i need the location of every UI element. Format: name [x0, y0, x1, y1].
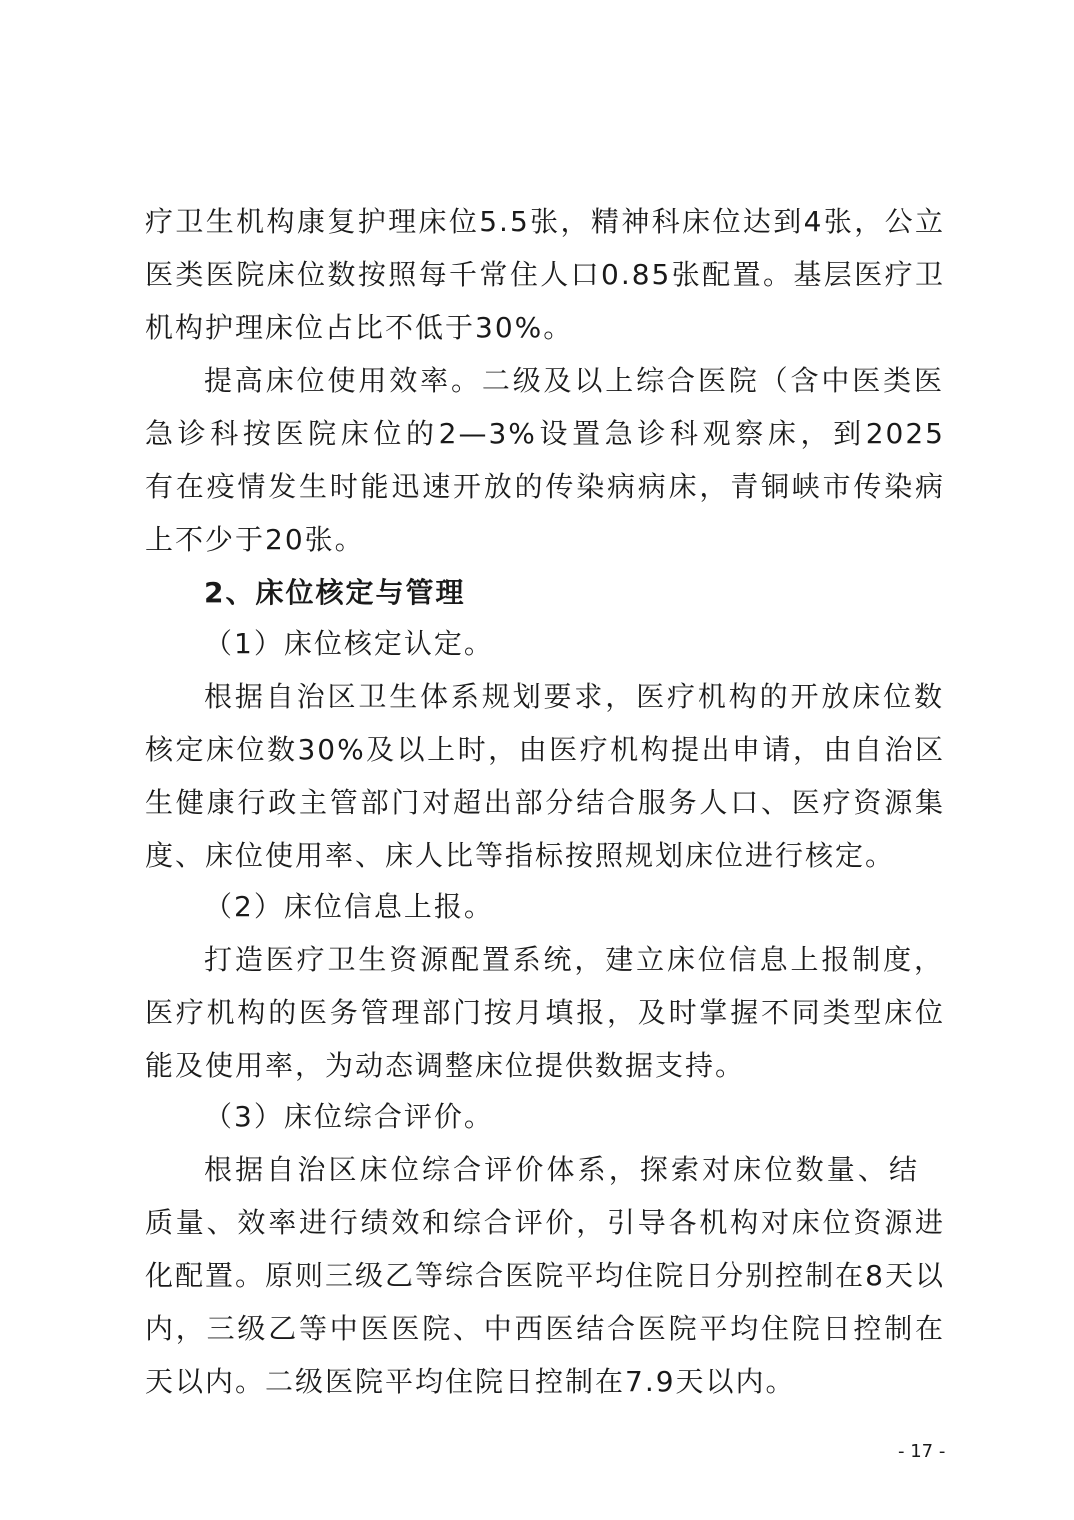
page-number: - 17 - [898, 1441, 946, 1462]
body-text-line: 提高床位使用效率。二级及以上综合医院（含中医类医 [204, 364, 944, 397]
body-text-line: 上不少于20张。 [145, 523, 365, 556]
body-text-line: 疗卫生机构康复护理床位5.5张，精神科床位达到4张，公立 [145, 205, 945, 238]
body-text-line: 医类医院床位数按照每千常住人口0.85张配置。基层医疗卫 [145, 258, 945, 291]
body-text-line: 核定床位数30%及以上时，由医疗机构提出申请，由自治区 [145, 733, 945, 766]
section-heading: 2、床位核定与管理 [204, 576, 466, 609]
body-text-line: 质量、效率进行绩效和综合评价，引导各机构对床位资源进 [145, 1206, 945, 1239]
body-text-line: 有在疫情发生时能迅速开放的传染病病床，青铜峡市传染病 [145, 470, 945, 503]
body-text-line: 化配置。原则三级乙等综合医院平均住院日分别控制在8天以 [145, 1259, 945, 1292]
body-text-line: 度、床位使用率、床人比等指标按照规划床位进行核定。 [145, 839, 896, 872]
body-text-line: 根据自治区卫生体系规划要求，医疗机构的开放床位数 [204, 680, 944, 713]
body-text-line: 能及使用率，为动态调整床位提供数据支持。 [145, 1049, 746, 1082]
body-text-line: 根据自治区床位综合评价体系，探索对床位数量、结 [204, 1153, 919, 1186]
body-text-line: 天以内。二级医院平均住院日控制在7.9天以内。 [145, 1365, 796, 1398]
body-text-line: 机构护理床位占比不低于30%。 [145, 311, 574, 344]
subsection-heading: （1）床位核定认定。 [204, 627, 494, 660]
body-text-line: 生健康行政主管部门对超出部分结合服务人口、医疗资源集 [145, 786, 945, 819]
body-text-line: 医疗机构的医务管理部门按月填报，及时掌握不同类型床位 [145, 996, 945, 1029]
subsection-heading: （2）床位信息上报。 [204, 890, 494, 923]
body-text-line: 急诊科按医院床位的2—3%设置急诊科观察床，到2025 [145, 417, 945, 450]
body-text-line: 内，三级乙等中医医院、中西医结合医院平均住院日控制在 [145, 1312, 945, 1345]
subsection-heading: （3）床位综合评价。 [204, 1100, 494, 1133]
body-text-line: 打造医疗卫生资源配置系统，建立床位信息上报制度， [204, 943, 944, 976]
